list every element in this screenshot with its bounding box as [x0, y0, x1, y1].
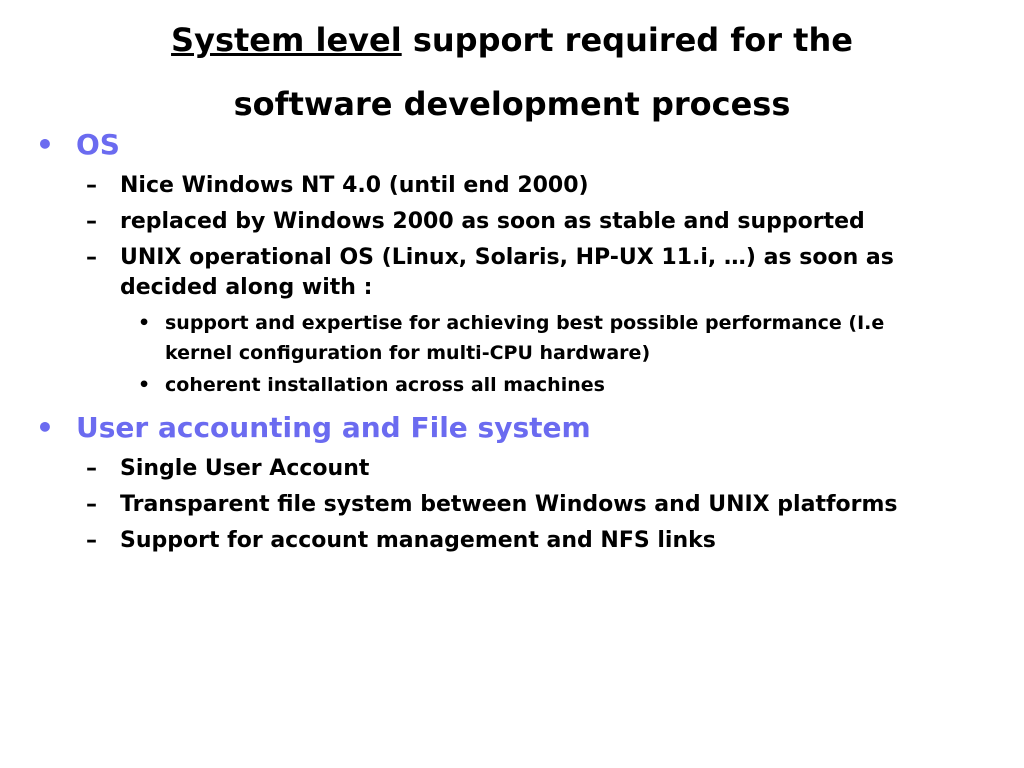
slide-content [0, 125, 1024, 561]
dash-icon: – [86, 173, 97, 198]
list-item [0, 207, 1024, 237]
list-item [0, 454, 1024, 484]
sub-list-item [0, 370, 1024, 400]
list-item-text: UNIX operational OS (Linux, Solaris, HP-UX 11.i, …) as soon as decided along with : [120, 245, 894, 300]
slide-title [60, 8, 964, 136]
dash-icon: – [86, 245, 97, 270]
bullet-icon: • [36, 128, 54, 161]
dash-icon: – [86, 456, 97, 481]
section-heading-text: User accounting and File system [76, 411, 591, 444]
list-item [0, 171, 1024, 201]
list-item [0, 526, 1024, 556]
title-line1-text: support required for the [401, 21, 853, 59]
section-heading-text: OS [76, 128, 120, 161]
sub-list-item [0, 308, 1024, 368]
dash-icon: – [86, 528, 97, 553]
bullet-icon: • [36, 411, 54, 444]
list-item [0, 243, 1024, 303]
list-item-text: Transparent file system between Windows and UNIX platforms [120, 492, 898, 517]
section-heading-os [0, 125, 1024, 165]
list-item [0, 490, 1024, 520]
list-item-text: Support for account management and NFS links [120, 528, 716, 553]
dash-icon: – [86, 492, 97, 517]
title-underlined-text: System level [171, 21, 402, 59]
dash-icon: – [86, 209, 97, 234]
sub-list-item-text: support and expertise for achieving best possible performance (I.e kernel configuration for multi-CPU hardware) [165, 312, 885, 364]
list-item-text: replaced by Windows 2000 as soon as stable and supported [120, 209, 865, 234]
bullet-icon: • [138, 312, 151, 334]
sub-list-item-text: coherent installation across all machines [165, 374, 605, 396]
list-item-text: Nice Windows NT 4.0 (until end 2000) [120, 173, 589, 198]
section-heading-user-accounting [0, 408, 1024, 448]
title-line2-text: software development process [233, 85, 791, 123]
bullet-icon: • [138, 374, 151, 396]
list-item-text: Single User Account [120, 456, 370, 481]
